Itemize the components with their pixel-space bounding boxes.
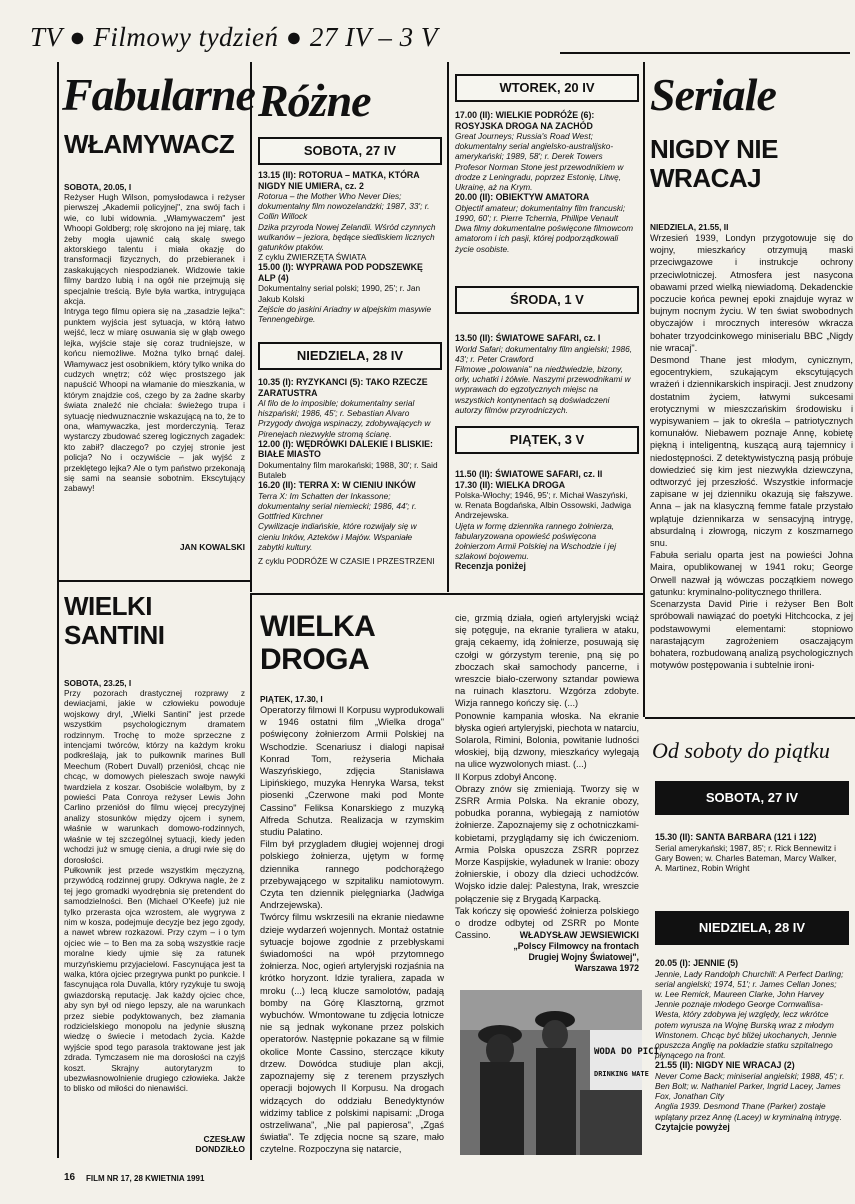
program-title: 16.20 (II): TERRA X: W CIENIU INKÓW: [258, 480, 416, 491]
broadcast-time: PIĄTEK, 17.30, I: [260, 694, 323, 704]
section-title-rozne: Różne: [258, 75, 371, 126]
page-number: 16: [64, 1172, 76, 1183]
article-title: NIGDY NIE WRACAJ: [650, 134, 778, 193]
day-box: SOBOTA, 27 IV: [655, 781, 849, 815]
program-title: 13.50 (II): ŚWIATOWE SAFARI, cz. I: [455, 333, 601, 343]
program-info: Terra X: Im Schatten der Inkassone; dokumentalny serial niemiecki; 1986, 44'; r. Gottfried Kirchner: [258, 490, 417, 522]
photo-sign-text: WODA DO PICI: [594, 1047, 660, 1057]
program-info: Dokumentalny film marokański; 1988, 30'; r. Said Butaleb: [258, 459, 438, 481]
article-body: cie, grzmią działa, ogień artyleryjski wciąż się potęguje, na ekranie tyraliera w ataku, grają cekaemy, idą żołnierze, posuwają się czołgi w górzystym terenie, pną się po zboczach skał samochody pancerne, i wreszcie biało-czerwony sztandar powiewa na ruinach klasztoru. Wzgórza zdobyte. Wizja rannego kończy się. (...) Ponownie kampania włoska. Na ekranie błyska ogień artyleryjski, piechota w natarciu, Solarola, Rimini, Bolonia, powitanie ludności włoskiej, biją dzwony, mieszkańcy wylegają na ulice wyzwolonych miast. (...) II Korpus zdobył Anconę. Obrazy znów się zmieniają. Tworzy się w ZSRR Armia Polska. Na ekranie obozy, pobudka poranna, wybiegają z namiotów żołnierze. Zapoznajemy się z ochotniczkami-kobietami, przyglądamy się ich ćwiczeniom. Armia Polska opuszcza ZSRR poprzez Morze Kaspijskie, wyładunek w Iranie: obozy żołnierskie, i obozy dla dzieci uchodźców. Wojsko idzie dalej: Palestyna, Irak, wreszcie połączenie się z Brygadą Karpacką. Tak kończy się opowieść żołnierza polskiego o drodze odbytej od ZSRR po Monte Cassino.: [455, 613, 639, 941]
divider: [645, 717, 855, 719]
article-title: WŁAMYWACZ: [64, 129, 235, 159]
article-body: Przy pozorach drastycznej rozprawy z dewiacjami, jakie w człowieku powoduje wojskowy dryl, „Wielki Santini" jest przede wszystkim psychologicznym dramatem rodzinnym. Trochę to może sprzeczne z intencjami twórców, którzy na każdym kroku podkreślają, jak to pułkownik marines Bull Meechum (Robert Duvall) przeniósł, chcąc nie chcąc, w domowych pieleszach swoje nawyki twardziela z koszar. Osobiście wolałbym, by z powieści Pata Conroya reżyser Lewis John Carlino przeniósł do filmu więcej precyzyjnej analizy stosunków między ojcem i synem, właśnie w warunkach domowo-rodzinnych, właśnie w tej szczególnej sytuacji, kiedy jeden wchodzi już w smugę cienia, a drugi rwie się do dorosłości. Pułkownik jest przede wszystkim męczyzną, przywódcą rodzinnej grupy. Odkrywa nagle, że z tej jego gromadki wyodrębnia się pretendent do samodzielności. Ben (Michael O'Keefe) już nie tylko przerasta ojca wzrostem, ale wygrywa z nim w kosza, podejmuje decyzje bez jego zgody, a nawet wbrew rozkazowi. Przy czym – i o tym ojciec wie – to Ben ma za sobą wszystkie racje moralne kiedy ujmie się za ratunek murzyńskiemu przyjacielowi. Fascynująca jest ta walka, która ojciec przegrywa punkt po punkcie. I fascynująca rola Duvalla, który ryzykuje tu swoją gwiazdorską reputację. Jak każdy ojciec chce, aby syn był od niego lepszy, ale na warunkach przez siebie podyktowanych, bez złamania rodzicielskiego monopolu na jedynie słuszną wiedzę o świecie i metodach życia. Każde wyjście spod tego parasola traktowane jest jak zdrada. Tymczasem nie ma dorosłości na czyjś koszt. Skrajny autorytaryzm to ubezwłasnowolnienie drugiego człowieka. Jakże to blisko od miłości do nienawiści.: [64, 688, 245, 1094]
program-title: 15.00 (I): WYPRAWA POD PODSZEWKĘ ALP (4): [258, 262, 423, 283]
program-info: Serial amerykański; 1987, 85'; r. Rick Bennewitz i Gary Bowen; w. Charles Bateman, Marcy Walker, A. Martinez, Robin Wright: [655, 842, 837, 873]
article-author: JAN KOWALSKI: [179, 542, 245, 552]
program-title: 11.50 (II): ŚWIATOWE SAFARI, cz. II: [455, 469, 603, 479]
broadcast-time: SOBOTA, 20.05, I: [64, 182, 132, 192]
divider: [250, 62, 252, 592]
program-desc: Filmowe „polowania" na niedźwiedzie, bizony, orły, uchatki i żółwie. Naszymi przewodnikami w wyprawach do egzotycznych miejsc na wszystkich kontynentach są doświadczeni autorzy filmów przyrodniczych.: [455, 363, 631, 415]
section-title-od-soboty: Od soboty do piątku: [652, 738, 830, 763]
program-list: [455, 469, 637, 572]
program-desc: Dzika przyroda Nowej Zelandii. Wśród czynnych wulkanów – jeziora, będące siedliskiem licznych gatunków ptaków.: [258, 221, 436, 253]
program-desc: Dwa filmy dokumentalne poświęcone filmowcom amatorom i ich pasji, której podporządkowali życie osobiste.: [455, 223, 633, 254]
article-body: Wrzesień 1939, Londyn przygotowuje się do wojny, mieszkańcy otrzymują maski przeciwgazowe i instrukcje ochrony przeciwlotniczej. Atmosfera jest nasycona obawami przed wielką niewiadomą. Dekadenckie poczucie końca pewnej epoki znajduje wyraz w bujnym nocnym życiu. W ten świat swobodnych obyczajów i mrocznych interesów wkracza bohater trzyodcinkowego miniserialu BBC „Nigdy nie wracaj". Desmond Thane jest młodym, cynicznym, egocentrykiem, szukającym ekscytujących wrażeń i dziennikarskich inspiracji. Jest znudzony dostatnim życiem, łatwymi sukcesami erotycznymi w mieszczańskim środowisku i wypisywaniem – jak to określa – patriotycznych komunałów. Niebawem poznaje Annę, kobietę piękną i inteligentną, kuszącą aurą tajemnicy i niedostępności. Z detektywistyczną pasją próbuje dowiedzieć się kim jest niezwykła dziewczyna, odtworzyć jej przeszłość. Wszystkie informacje zapisane w jej dzienniku okazują się fałszywe. Anna – jak na klasyczną femme fatale przystało wplątuje dziennikarza w sensacyjną intrygę, absurdalną i złowrogą, niczym z koszmarnego snu. Fabuła serialu oparta jest na powieści Johna Maira, opublikowanej w 1941 roku; George Orwell nazwał ją wówczas początkiem nowego gatunku: kryminalno-politycznego thrillera. Scenarzysta David Pirie i reżyser Ben Bolt spróbowali nawiązać do poetyki Hitchcocka, z jej podstawowymi elementami: stopniowo narastającym zagrożeniem osaczającym bohatera, rozbudowaną analizą psychologicznych motywów postępowania i subtelnie ironi-: [650, 233, 853, 671]
program-info: Great Journeys; Russia's Road West; dokumentalny serial angielsko-australijsko-amerykański; 1989, 58'; r. Derek Towers: [455, 131, 614, 162]
article-body: Reżyser Hugh Wilson, pomysłodawca i reżyser pierwszej „Akademii policyjnej", zna swój fach i wie, co lubi widownia. „Włamywaczem" jest Whoopi Goldberg; rolę skrojono na jej miarę, tak żeby mogła ujawnić całą skalę swego aktorskiego talentu i miała okazję do transformacji fizycznych, do przebieranek i zaskakujących niespodzianek. Widzowie takie filmy bardzo lubią i na ogół nie przejmują się specjalnie treścią. Byle była wartka, intrygująca akcja. Intryga tego filmu opiera się na „zasadzie lejka": punktem wyjścia jest sytuacja, w którą łatwo wejść, lecz w miarę osuwania się w głąb owego lejka, wyjście staje się coraz trudniejsze, w końcu niemożliwe. Można tylko brnąć dalej. Włamywacz jest osobnikiem, który tylko wnika do cudzych wnętrz; cóż więc prostszego jak napuścić Whoopi na włamanie do mieszkania, w którym znajdzie coś, czego by za żadne skarby świata znaleźć nie chciała: świeżego trupa i sytuację niedwuznacznie wskazującą na to, że to ona, włamywaczka, jest morderczynią. Teraz wystarczy zbudować szereg logicznych zagadek: kto zabił? dlaczego? po czyjej stronie jest policja? No i oczywiście – jak wyjść z przeklętego lejka? Ale o tym państwo przekonają się sami na seansie sobotnim. Ekscytujący zabawy!: [64, 192, 245, 494]
article-author: CZESŁAW DONDZIŁŁO: [195, 1134, 245, 1154]
issue-info: FILM NR 17, 28 KWIETNIA 1991: [86, 1174, 205, 1183]
program-title: 20.05 (I): JENNIE (5): [655, 958, 739, 968]
day-box: SOBOTA, 27 IV: [258, 137, 442, 165]
program-desc: Profesor Norman Stone jest przewodnikiem w drodze z Leningradu, poprzez Estonię, Litwę, Ukrainę, aż na Krym.: [455, 161, 624, 193]
program-title: 10.35 (I): RYZYKANCI (5): TAKO RZECZE ZARATUSTRA: [258, 377, 428, 398]
program-info: Rotorua – the Mother Who Never Dies; dokumentalny film nowozelandzki; 1987, 33'; r. Collin Willock: [258, 191, 430, 222]
program-title: 15.30 (II): SANTA BARBARA (121 i 122): [655, 832, 817, 842]
divider: [57, 580, 250, 582]
program-list: [455, 333, 637, 415]
program-title: 20.00 (II): OBIEKTYW AMATORA: [455, 192, 590, 203]
review-note: Czytajcie powyżej: [655, 1121, 730, 1132]
broadcast-time: NIEDZIELA, 21.55, II: [650, 222, 729, 232]
program-info: Dokumentalny serial polski; 1990, 25'; r. Jan Jakub Kolski: [258, 283, 421, 304]
divider: [57, 62, 59, 1158]
program-list: [455, 110, 637, 254]
program-info: Al filo de lo imposible; dokumentalny serial hiszpański; 1986, 45'; r. Sebastian Alvaro: [258, 398, 415, 419]
program-list: [655, 958, 845, 1132]
divider: [447, 62, 449, 592]
program-cycle: Z cyklu PODRÓŻE W CZASIE I PRZESTRZENI: [258, 555, 435, 566]
program-title: 13.15 (II): ROTORUA – MATKA, KTÓRA NIGDY NIE UMIERA, cz. 2: [258, 170, 420, 191]
divider: [250, 595, 252, 1160]
program-list: [655, 832, 845, 873]
article-title: WIELKI SANTINI: [64, 591, 165, 650]
soldiers-photo-graphic: [460, 990, 660, 1155]
day-box: NIEDZIELA, 28 IV: [258, 342, 442, 370]
photo-sign-text: DRINKING WATE: [594, 1070, 649, 1078]
divider: [643, 62, 645, 717]
broadcast-time: SOBOTA, 23.25, I: [64, 678, 132, 688]
program-desc: Ujęta w formę dziennika rannego żołnierza, fabularyzowana opowieść poświęcona żołnierzom Armii Polskiej na Wschodzie i jej szlakowi bojowemu.: [455, 520, 617, 562]
program-desc: Zejście do jaskini Ariadny w alpejskim masywie Tennengebirge.: [258, 303, 432, 325]
section-title-fabularne: Fabularne: [62, 69, 255, 120]
page-header: TV ● Filmowy tydzień ● 27 IV – 3 V: [30, 22, 438, 52]
program-info: Objectif amateur; dokumentalny film francuski; 1990, 60'; r. Pierre Tchernia, Phillipe Venault: [455, 202, 626, 223]
program-title: 17.30 (II): WIELKA DROGA: [455, 479, 566, 490]
day-box: ŚRODA, 1 V: [455, 286, 639, 314]
program-desc: Cywilizacje indiańskie, które rozwijały się w cieniu Inków, Azteków i Majów. Wspaniałe zabytki kultury.: [258, 521, 417, 552]
program-info: Jennie, Lady Randolph Churchill: A Perfect Darling; serial angielski; 1974, 51'; r. James Cellan Jones; w. Lee Remick, Maureen Clarke, John Harvey: [655, 968, 844, 999]
program-info: World Safari; dokumentalny film angielski; 1986, 43'; r. Peter Crawford: [455, 343, 633, 364]
program-desc: Jennie poznaje młodego George Cornwallisa-Westa, który zdobywa jej względy, lecz wkrótce potem wyrusza na Wojnę Burską wraz z młodym Winstonem. Chcąc być bliżej ukochanych, Jennie opuszcza Anglię na pokładzie statku szpitalnego płynącego na front.: [655, 999, 837, 1061]
program-desc: Przygody dwojga wspinaczy, zdobywających w Pirenejach niezwykle stromą ścianę.: [258, 418, 431, 439]
program-list: [258, 170, 440, 324]
article-source: WŁADYSŁAW JEWSIEWICKI „Polscy Filmowcy na frontach Drugiej Wojny Światowej", Warszawa 1972: [513, 930, 639, 973]
day-box: PIĄTEK, 3 V: [455, 426, 639, 454]
day-box: NIEDZIELA, 28 IV: [655, 911, 849, 945]
program-info: Polska-Włochy; 1946, 95'; r. Michał Waszyński, w. Renata Bogdańska, Albin Ossowski, Jadwiga Andrzejewska.: [455, 490, 632, 521]
day-box: WTOREK, 20 IV: [455, 74, 639, 102]
film-still-photo: [460, 990, 660, 1155]
program-desc: Anglia 1939. Desmond Thane (Parker) zostaje wplątany przez Annę (Lacey) w kryminalną intrygę.: [655, 1101, 842, 1122]
program-title: 17.00 (II): WIELKIE PODRÓŻE (6): ROSYJSKA DROGA NA ZACHÓD: [455, 110, 595, 131]
header-rule: [560, 52, 850, 54]
divider: [250, 593, 645, 595]
program-title: 12.00 (I): WĘDRÓWKI DALEKIE I BLISKIE: BIAŁE MIASTO: [258, 438, 433, 460]
program-cycle: Z cyklu ŻWIERZĘTA ŚWIATA: [258, 252, 367, 263]
review-note: Recenzja poniżej: [455, 561, 526, 572]
article-title: WIELKA DROGA: [260, 610, 375, 676]
section-title-seriale: Seriale: [650, 69, 776, 120]
program-title: 21.55 (II): NIGDY NIE WRACAJ (2): [655, 1060, 795, 1071]
article-body: Operatorzy filmowi II Korpusu wyprodukowali w 1946 ostatni film „Wielka droga" poświęcony żołnierzom Armii Polskiej na Wschodzie. Scenariusz i dialogi napisał Konrad Tom, reżyseria Michała Waszyńskiego, zdjęcia Stanisława Lipińskiego, muzyka Henryka Warsa, tekst piosenki „Czerwone maki pod Monte Cassino" Feliksa Konarskiego z muzyką Alfreda Schutza. Realizacja w rzymskim studiu Palatino. Film był przygladem długiej wojennej drogi polskiego żołnierza, ujętym w formę dziennika rannego podchorążego przebywającego w szpitaliku namiotowym. Czyta ten dziennik pielęgniarka (Jadwiga Andrzejewska). Twórcy filmu wskrzesili na ekranie niedawne dzieje wydarzeń wojennych. Montaż ostatnie sytuacje bojowe zgodnie z przebłyskami świadomości na wpół przytomnego żołnierza. Noc, ogień artyleryjski rozjaśnia na krótko horyzont. Idzie tyraliera, zapada w mroku (...) lecą klucze samolotów, padają bomby na Górę Klasztorną, grzmot wybuchów. Wmontowane tu zdjęcia lotnicze nie są jednak wykonane przez polskich operatorów. Następnie pokazane są w filmie okolice Monte Cassino, sterczące kikuty drzew. Dowódca studiuje plan akcji, zapoznajemy się z terenem przyszłych operacji bojowych II Korpusu. Na drogach widzących do oddziału Benedyktynów widzimy tablice z polskimi napisami: „Droga ostrzeliwana", „Nie pal papierosa", „Zgaś światła". Te zdjęcia nocne są szare, mało czytelne. Rozpoczyna się natarcie,: [260, 705, 444, 1155]
program-info: Never Come Back; miniserial angielski; 1988, 45'; r. Ben Bolt; w. Nathaniel Parker, Ingrid Lacey, James Fox, Jonathan City: [655, 1070, 845, 1102]
program-list: [258, 377, 440, 566]
